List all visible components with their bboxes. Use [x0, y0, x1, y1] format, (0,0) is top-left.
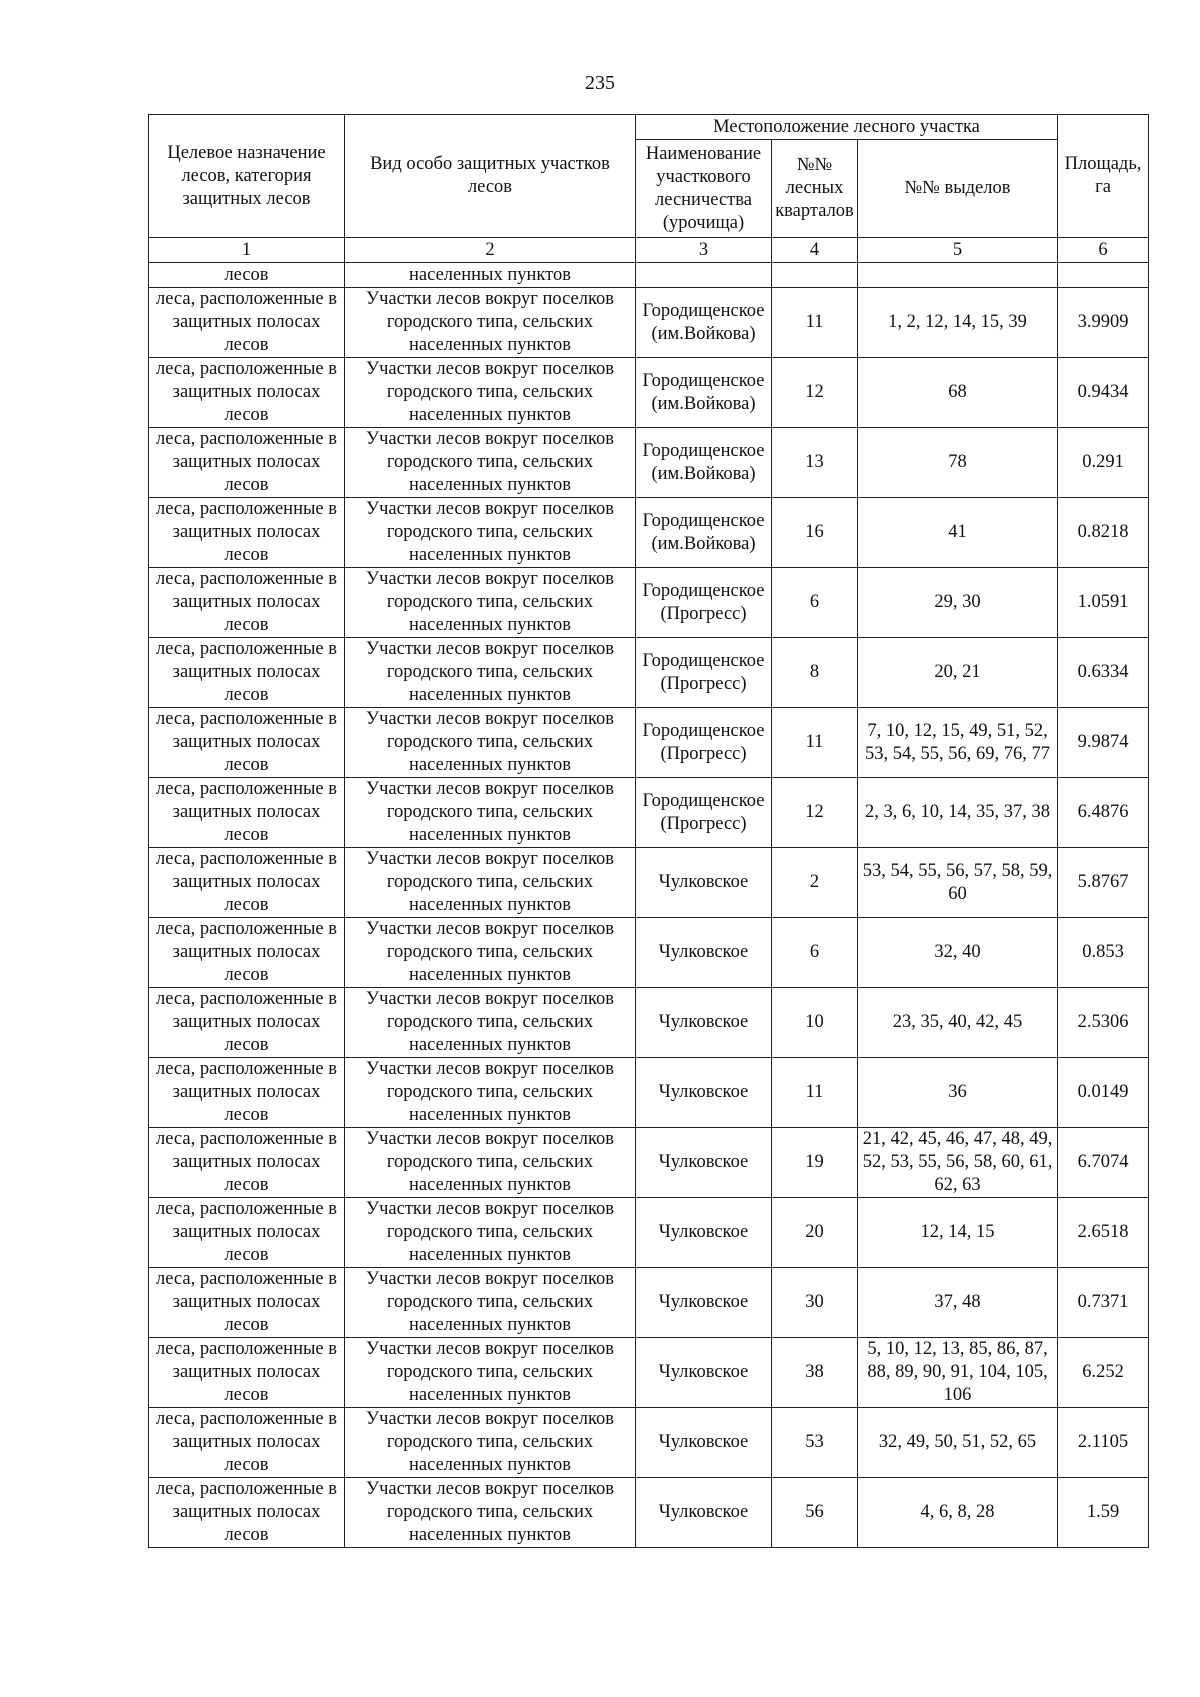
cell-purpose: леса, расположенные в защитных полосах лесов: [149, 428, 345, 498]
cell-quarter: 11: [772, 288, 858, 358]
cell-area: 5.8767: [1058, 848, 1149, 918]
table-row: [149, 1338, 1149, 1408]
cell-kind: Участки лесов вокруг поселков городского типа, сельских населенных пунктов: [345, 918, 636, 988]
cell-plots: 78: [858, 428, 1058, 498]
cell-quarter: 56: [772, 1478, 858, 1548]
cell-plots: 29, 30: [858, 568, 1058, 638]
cell-forestry: Городищенское (Прогресс): [636, 778, 772, 848]
cell-forestry: Городищенское (им.Войкова): [636, 288, 772, 358]
cell-kind: Участки лесов вокруг поселков городского типа, сельских населенных пунктов: [345, 1408, 636, 1478]
table-row: [149, 918, 1149, 988]
cell-forestry: Городищенское (им.Войкова): [636, 498, 772, 568]
table-row: [149, 1408, 1149, 1478]
header-forestry: Наименование участкового лесничества (урочища): [636, 140, 772, 238]
cell-quarter: 38: [772, 1338, 858, 1408]
cell-area: 0.291: [1058, 428, 1149, 498]
cell-kind: Участки лесов вокруг поселков городского типа, сельских населенных пунктов: [345, 358, 636, 428]
cell-kind: Участки лесов вокруг поселков городского типа, сельских населенных пунктов: [345, 1268, 636, 1338]
cell-purpose: леса, расположенные в защитных полосах лесов: [149, 778, 345, 848]
table-row: [149, 1058, 1149, 1128]
cell-plots: 20, 21: [858, 638, 1058, 708]
cell-plots: 7, 10, 12, 15, 49, 51, 52, 53, 54, 55, 56, 69, 76, 77: [858, 708, 1058, 778]
cell-plots: 4, 6, 8, 28: [858, 1478, 1058, 1548]
cell-purpose: леса, расположенные в защитных полосах лесов: [149, 498, 345, 568]
cell-kind: Участки лесов вокруг поселков городского типа, сельских населенных пунктов: [345, 1338, 636, 1408]
table-row: [149, 358, 1149, 428]
cell-forestry: Чулковское: [636, 988, 772, 1058]
cell-purpose: леса, расположенные в защитных полосах лесов: [149, 1128, 345, 1198]
table-row: [149, 288, 1149, 358]
header-purpose: Целевое назначение лесов, категория защитных лесов: [149, 115, 345, 238]
cell-purpose: леса, расположенные в защитных полосах лесов: [149, 1058, 345, 1128]
cell-plots: 68: [858, 358, 1058, 428]
cell-plots: 37, 48: [858, 1268, 1058, 1338]
cell-purpose: леса, расположенные в защитных полосах лесов: [149, 358, 345, 428]
cell-forestry: Чулковское: [636, 1408, 772, 1478]
cell-purpose: лесов: [149, 263, 345, 288]
table-row: [149, 988, 1149, 1058]
header-location-group: Местоположение лесного участка: [636, 115, 1058, 140]
cell-plots: 32, 49, 50, 51, 52, 65: [858, 1408, 1058, 1478]
cell-quarter: 10: [772, 988, 858, 1058]
cell-plots: 23, 35, 40, 42, 45: [858, 988, 1058, 1058]
cell-quarter: 12: [772, 778, 858, 848]
header-area: Площадь, га: [1058, 115, 1149, 238]
cell-quarter: 8: [772, 638, 858, 708]
cell-kind: населенных пунктов: [345, 263, 636, 288]
cell-quarter: 30: [772, 1268, 858, 1338]
cell-area: 6.7074: [1058, 1128, 1149, 1198]
table-row: [149, 1268, 1149, 1338]
table-row: [149, 498, 1149, 568]
header-kind: Вид особо защитных участков лесов: [345, 115, 636, 238]
cell-quarter: 20: [772, 1198, 858, 1268]
table-row: [149, 638, 1149, 708]
cell-plots: [858, 263, 1058, 288]
cell-area: 6.252: [1058, 1338, 1149, 1408]
cell-plots: 1, 2, 12, 14, 15, 39: [858, 288, 1058, 358]
cell-forestry: Городищенское (им.Войкова): [636, 428, 772, 498]
cell-kind: Участки лесов вокруг поселков городского типа, сельских населенных пунктов: [345, 848, 636, 918]
cell-purpose: леса, расположенные в защитных полосах лесов: [149, 568, 345, 638]
cell-area: 0.853: [1058, 918, 1149, 988]
cell-kind: Участки лесов вокруг поселков городского типа, сельских населенных пунктов: [345, 638, 636, 708]
cell-forestry: Чулковское: [636, 1198, 772, 1268]
cell-kind: Участки лесов вокруг поселков городского типа, сельских населенных пунктов: [345, 708, 636, 778]
cell-plots: 2, 3, 6, 10, 14, 35, 37, 38: [858, 778, 1058, 848]
cell-quarter: 6: [772, 918, 858, 988]
cell-plots: 41: [858, 498, 1058, 568]
continuation-row: [149, 263, 1149, 288]
cell-purpose: леса, расположенные в защитных полосах лесов: [149, 288, 345, 358]
table-row: [149, 848, 1149, 918]
cell-kind: Участки лесов вокруг поселков городского типа, сельских населенных пунктов: [345, 288, 636, 358]
cell-forestry: Чулковское: [636, 1478, 772, 1548]
column-number: 6: [1058, 238, 1149, 263]
table-row: [149, 428, 1149, 498]
cell-area: 0.8218: [1058, 498, 1149, 568]
cell-kind: Участки лесов вокруг поселков городского типа, сельских населенных пунктов: [345, 1058, 636, 1128]
cell-forestry: Чулковское: [636, 1268, 772, 1338]
table-row: [149, 708, 1149, 778]
cell-area: 1.59: [1058, 1478, 1149, 1548]
cell-plots: 21, 42, 45, 46, 47, 48, 49, 52, 53, 55, 56, 58, 60, 61, 62, 63: [858, 1128, 1058, 1198]
forest-plots-table: [148, 114, 1149, 1548]
column-number: 4: [772, 238, 858, 263]
cell-purpose: леса, расположенные в защитных полосах лесов: [149, 988, 345, 1058]
cell-area: 2.6518: [1058, 1198, 1149, 1268]
cell-quarter: 19: [772, 1128, 858, 1198]
cell-purpose: леса, расположенные в защитных полосах лесов: [149, 1268, 345, 1338]
cell-forestry: Городищенское (Прогресс): [636, 638, 772, 708]
cell-purpose: леса, расположенные в защитных полосах лесов: [149, 1338, 345, 1408]
cell-area: 2.1105: [1058, 1408, 1149, 1478]
cell-plots: 12, 14, 15: [858, 1198, 1058, 1268]
cell-forestry: Городищенское (им.Войкова): [636, 358, 772, 428]
cell-plots: 36: [858, 1058, 1058, 1128]
cell-area: 3.9909: [1058, 288, 1149, 358]
cell-forestry: Чулковское: [636, 918, 772, 988]
header-quarters: №№ лесных кварталов: [772, 140, 858, 238]
cell-quarter: 53: [772, 1408, 858, 1478]
cell-forestry: Чулковское: [636, 1128, 772, 1198]
cell-quarter: 2: [772, 848, 858, 918]
page-number: 235: [585, 72, 615, 94]
column-numbers-row: [149, 238, 1149, 263]
cell-forestry: Городищенское (Прогресс): [636, 568, 772, 638]
cell-kind: Участки лесов вокруг поселков городского типа, сельских населенных пунктов: [345, 778, 636, 848]
table-row: [149, 1198, 1149, 1268]
cell-forestry: Чулковское: [636, 1338, 772, 1408]
table-row: [149, 1128, 1149, 1198]
cell-area: [1058, 263, 1149, 288]
cell-area: 0.6334: [1058, 638, 1149, 708]
cell-purpose: леса, расположенные в защитных полосах лесов: [149, 1478, 345, 1548]
column-number: 3: [636, 238, 772, 263]
cell-plots: 53, 54, 55, 56, 57, 58, 59, 60: [858, 848, 1058, 918]
cell-area: 0.0149: [1058, 1058, 1149, 1128]
cell-quarter: 13: [772, 428, 858, 498]
cell-purpose: леса, расположенные в защитных полосах лесов: [149, 708, 345, 778]
cell-purpose: леса, расположенные в защитных полосах лесов: [149, 1408, 345, 1478]
cell-area: 0.7371: [1058, 1268, 1149, 1338]
table-row: [149, 1478, 1149, 1548]
cell-forestry: Чулковское: [636, 848, 772, 918]
cell-quarter: [772, 263, 858, 288]
cell-purpose: леса, расположенные в защитных полосах лесов: [149, 1198, 345, 1268]
column-number: 2: [345, 238, 636, 263]
cell-kind: Участки лесов вокруг поселков городского типа, сельских населенных пунктов: [345, 498, 636, 568]
cell-kind: Участки лесов вокруг поселков городского типа, сельских населенных пунктов: [345, 1478, 636, 1548]
cell-quarter: 11: [772, 1058, 858, 1128]
cell-area: 9.9874: [1058, 708, 1149, 778]
cell-kind: Участки лесов вокруг поселков городского типа, сельских населенных пунктов: [345, 568, 636, 638]
cell-area: 2.5306: [1058, 988, 1149, 1058]
cell-kind: Участки лесов вокруг поселков городского типа, сельских населенных пунктов: [345, 1198, 636, 1268]
cell-kind: Участки лесов вокруг поселков городского типа, сельских населенных пунктов: [345, 428, 636, 498]
cell-quarter: 6: [772, 568, 858, 638]
cell-area: 1.0591: [1058, 568, 1149, 638]
cell-purpose: леса, расположенные в защитных полосах лесов: [149, 918, 345, 988]
cell-purpose: леса, расположенные в защитных полосах лесов: [149, 848, 345, 918]
cell-quarter: 16: [772, 498, 858, 568]
cell-forestry: Чулковское: [636, 1058, 772, 1128]
table-row: [149, 778, 1149, 848]
cell-area: 0.9434: [1058, 358, 1149, 428]
cell-kind: Участки лесов вокруг поселков городского типа, сельских населенных пунктов: [345, 1128, 636, 1198]
cell-forestry: [636, 263, 772, 288]
column-number: 5: [858, 238, 1058, 263]
cell-forestry: Городищенское (Прогресс): [636, 708, 772, 778]
cell-quarter: 11: [772, 708, 858, 778]
table-row: [149, 568, 1149, 638]
header-plots: №№ выделов: [858, 140, 1058, 238]
column-number: 1: [149, 238, 345, 263]
cell-kind: Участки лесов вокруг поселков городского типа, сельских населенных пунктов: [345, 988, 636, 1058]
cell-plots: 32, 40: [858, 918, 1058, 988]
cell-purpose: леса, расположенные в защитных полосах лесов: [149, 638, 345, 708]
cell-area: 6.4876: [1058, 778, 1149, 848]
cell-quarter: 12: [772, 358, 858, 428]
cell-plots: 5, 10, 12, 13, 85, 86, 87, 88, 89, 90, 91, 104, 105, 106: [858, 1338, 1058, 1408]
